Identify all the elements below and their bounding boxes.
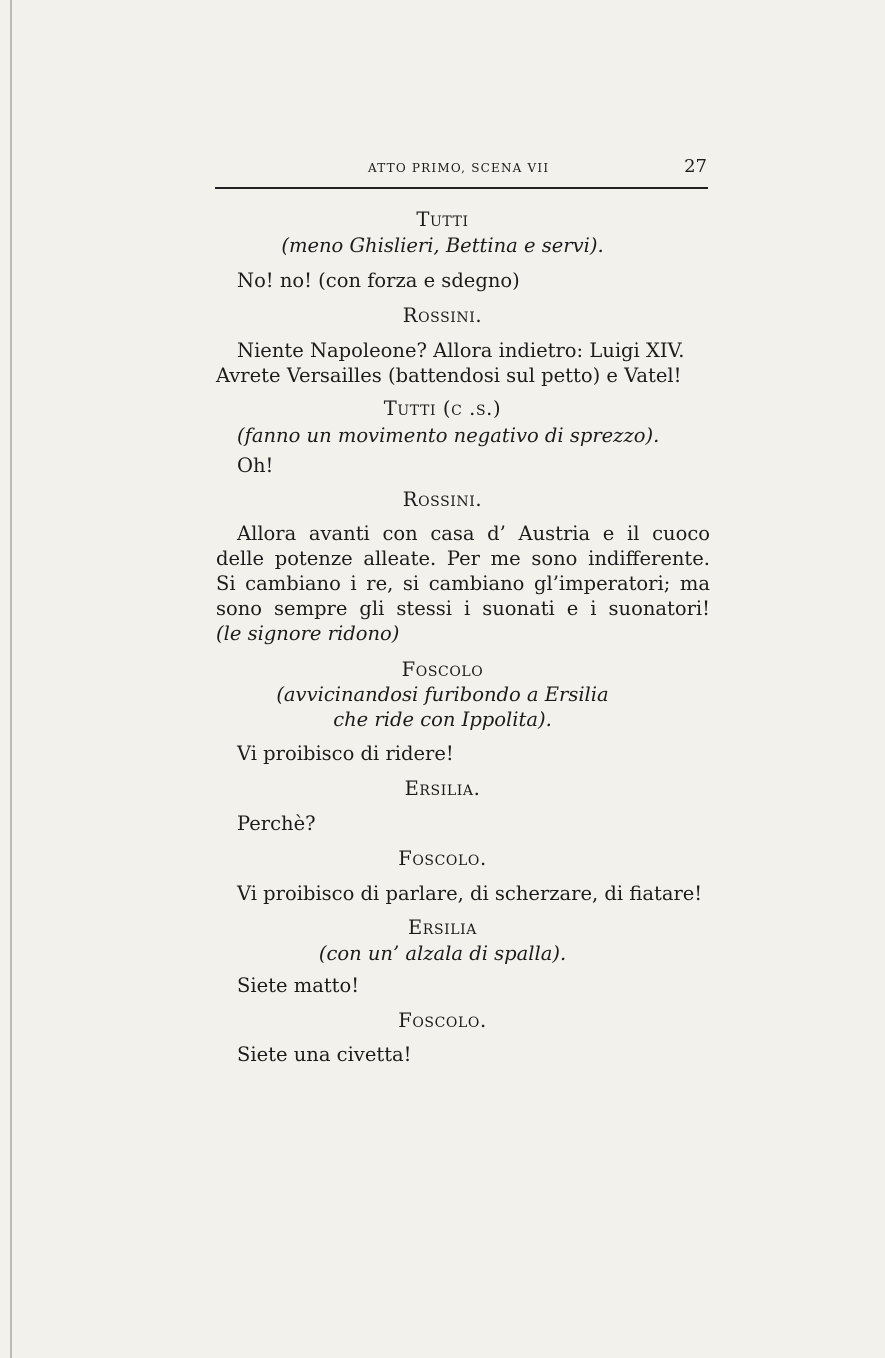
dialogue-line: Allora avanti con casa d’ Austria e il cuoco — [237, 522, 710, 545]
speaker-foscolo: Foscolo. — [398, 1009, 487, 1032]
dialogue-line: Si cambiano i re, si cambiano gl’imperatori; ma — [216, 572, 710, 595]
stage-direction: (le signore ridono) — [216, 622, 400, 645]
running-head: ATTO PRIMO, SCENA VII — [368, 161, 550, 175]
speaker-ersilia: Ersilia — [407, 916, 478, 939]
speaker-tutti: Tutti — [416, 208, 469, 231]
stage-direction: (avvicinandosi furibondo a Ersilia — [276, 683, 609, 706]
dialogue-line: Niente Napoleone? Allora indietro: Luigi XIV. — [237, 339, 685, 362]
stage-direction: che ride con Ippolita). — [333, 708, 552, 731]
dialogue-line: sono sempre gli stessi i suonati e i suonatori! — [216, 597, 710, 620]
header-rule — [215, 187, 708, 189]
speaker-ersilia: Ersilia. — [404, 777, 481, 800]
dialogue-line: Vi proibisco di parlare, di scherzare, di fiatare! — [237, 882, 703, 905]
speaker-rossini: Rossini. — [402, 304, 483, 327]
dialogue-line: Siete una civetta! — [237, 1043, 412, 1066]
dialogue-line: delle potenze alleate. Per me sono indifferente. — [216, 547, 710, 570]
stage-direction: (con un’ alzala di spalla). — [318, 942, 567, 965]
speaker-rossini: Rossini. — [402, 488, 483, 511]
stage-direction: (meno Ghislieri, Bettina e servi). — [281, 234, 604, 257]
dialogue-line: No! no! (con forza e sdegno) — [237, 269, 520, 292]
dialogue-line: Oh! — [237, 454, 274, 477]
page-number: 27 — [684, 156, 707, 177]
stage-direction: (fanno un movimento negativo di sprezzo). — [237, 424, 660, 447]
speaker-tutti: Tutti (c .s.) — [383, 397, 502, 420]
speaker-foscolo: Foscolo. — [398, 847, 487, 870]
speaker-foscolo: Foscolo — [401, 658, 484, 681]
dialogue-line: Vi proibisco di ridere! — [237, 742, 454, 765]
dialogue-line: Avrete Versailles (battendosi sul petto) e Vatel! — [216, 364, 682, 387]
dialogue-line: Perchè? — [237, 812, 316, 835]
dialogue-line: Siete matto! — [237, 974, 360, 997]
